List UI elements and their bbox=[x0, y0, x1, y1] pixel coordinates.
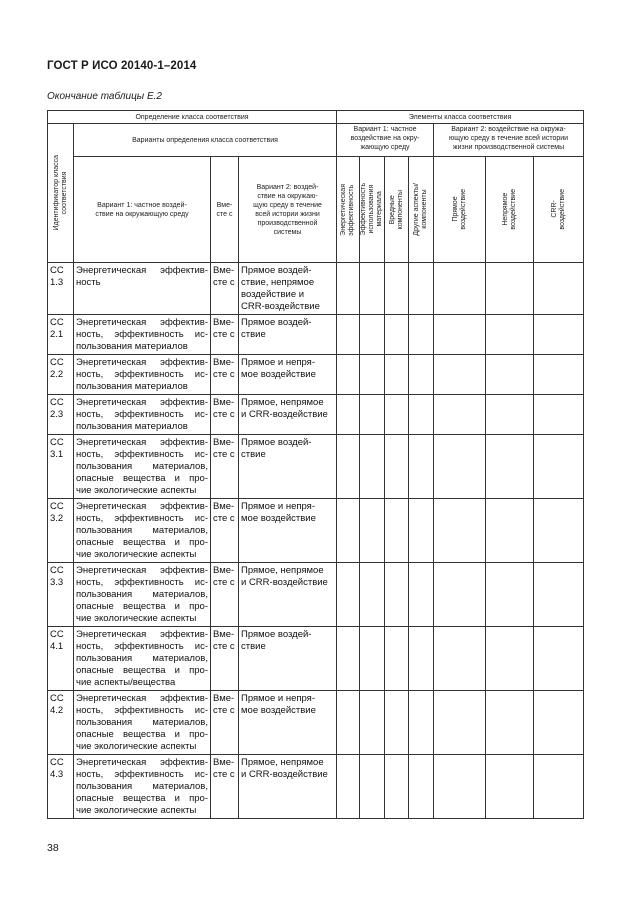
code-line: 2.1 bbox=[50, 329, 64, 340]
cell-desc bbox=[74, 755, 211, 819]
cell-with bbox=[211, 263, 239, 315]
desc-line: Энергетическая эффектив- bbox=[76, 693, 208, 704]
with-line: сте с bbox=[213, 409, 235, 420]
cell-with bbox=[211, 563, 239, 627]
empty-cell bbox=[409, 627, 434, 691]
code-line: CC bbox=[50, 565, 64, 576]
cell-with bbox=[211, 355, 239, 395]
cell-with bbox=[211, 691, 239, 755]
desc-line: пользования материалов, bbox=[76, 781, 208, 792]
v2-line: мое воздействие bbox=[241, 705, 316, 716]
cell-code bbox=[48, 627, 74, 691]
cell-desc bbox=[74, 355, 211, 395]
with-line: сте с bbox=[213, 277, 235, 288]
desc-line: пользования материалов, bbox=[76, 461, 208, 472]
with-line: сте с bbox=[213, 769, 235, 780]
cell-code bbox=[48, 395, 74, 435]
code-line: 1.3 bbox=[50, 277, 64, 288]
table-row bbox=[48, 435, 584, 499]
header-row-3 bbox=[48, 157, 584, 263]
v2-line: Прямое, непрямое bbox=[241, 565, 324, 576]
empty-cell bbox=[409, 315, 434, 355]
empty-cell bbox=[534, 395, 584, 435]
header-elem-v2-col-wrap bbox=[434, 158, 485, 262]
table-row bbox=[48, 627, 584, 691]
cell-v2 bbox=[239, 755, 337, 819]
desc-line: Энергетическая эффектив- bbox=[76, 437, 208, 448]
cell-desc bbox=[74, 627, 211, 691]
cell-with bbox=[211, 499, 239, 563]
cell-code bbox=[48, 355, 74, 395]
table-body bbox=[48, 111, 584, 819]
header-elem-v1-col-label: Эффективность использования материала bbox=[360, 183, 384, 236]
code-line: CC bbox=[50, 397, 64, 408]
code-line: CC bbox=[50, 357, 64, 368]
header-group-definition: Определение класса соответствия bbox=[48, 111, 337, 124]
desc-line: опасные вещества и про- bbox=[76, 793, 208, 804]
cell-code bbox=[48, 315, 74, 355]
empty-cell bbox=[337, 627, 360, 691]
cell-code bbox=[48, 499, 74, 563]
with-line: Вме- bbox=[213, 501, 235, 512]
cell-desc bbox=[74, 315, 211, 355]
header-elem-v1-col-label: Вредные компоненты bbox=[388, 189, 404, 230]
v2-line: Прямое и непря- bbox=[241, 693, 315, 704]
cell-code bbox=[48, 691, 74, 755]
code-line: 4.2 bbox=[50, 705, 64, 716]
empty-cell bbox=[360, 499, 385, 563]
header-elem-v2-col-1 bbox=[434, 157, 486, 263]
desc-line: ность, эффективность ис- bbox=[76, 513, 208, 524]
header-elem-v1-col-4 bbox=[409, 157, 434, 263]
desc-line: ность, эффективность ис- bbox=[76, 705, 208, 716]
empty-cell bbox=[360, 563, 385, 627]
with-line: сте с bbox=[213, 449, 235, 460]
cell-desc bbox=[74, 691, 211, 755]
code-line: CC bbox=[50, 757, 64, 768]
with-line: Вме- bbox=[213, 757, 235, 768]
with-line: Вме- bbox=[213, 357, 235, 368]
v2-line: ствие bbox=[241, 449, 266, 460]
with-line: Вме- bbox=[213, 629, 235, 640]
empty-cell bbox=[385, 755, 409, 819]
header-elem-v1-col-wrap bbox=[337, 158, 359, 262]
table-row bbox=[48, 315, 584, 355]
empty-cell bbox=[409, 263, 434, 315]
desc-line: опасные вещества и про- bbox=[76, 729, 208, 740]
cell-desc bbox=[74, 563, 211, 627]
empty-cell bbox=[534, 315, 584, 355]
desc-line: Энергетическая эффектив- bbox=[76, 757, 208, 768]
cell-with bbox=[211, 315, 239, 355]
empty-cell bbox=[486, 563, 534, 627]
empty-cell bbox=[409, 563, 434, 627]
empty-cell bbox=[385, 395, 409, 435]
cell-desc bbox=[74, 395, 211, 435]
desc-line: опасные вещества и про- bbox=[76, 665, 208, 676]
header-elem-v2-col-wrap bbox=[486, 158, 533, 262]
empty-cell bbox=[360, 395, 385, 435]
empty-cell bbox=[409, 499, 434, 563]
desc-line: чие экологические аспекты bbox=[76, 549, 197, 560]
table-row bbox=[48, 563, 584, 627]
with-line: Вме- bbox=[213, 317, 235, 328]
desc-line: Энергетическая эффектив- bbox=[76, 397, 208, 408]
desc-line: опасные вещества и про- bbox=[76, 601, 208, 612]
empty-cell bbox=[434, 355, 486, 395]
desc-line: чие аспекты/вещества bbox=[76, 677, 176, 688]
code-line: CC bbox=[50, 437, 64, 448]
empty-cell bbox=[486, 395, 534, 435]
desc-line: Энергетическая эффектив- bbox=[76, 317, 208, 328]
header-elem-v1-col-2 bbox=[360, 157, 385, 263]
cell-v2 bbox=[239, 691, 337, 755]
desc-line: ность, эффективность ис- bbox=[76, 329, 208, 340]
cell-with bbox=[211, 627, 239, 691]
desc-line: пользования материалов bbox=[76, 381, 188, 392]
v2-line: Прямое воздей- bbox=[241, 265, 312, 276]
with-line: сте с bbox=[213, 705, 235, 716]
document-title: ГОСТ Р ИСО 20140-1–2014 bbox=[47, 60, 197, 72]
header-variant2: Вариант 2: воздей- ствие на окружаю- щую среду в течение всей истории жизни производственной системы bbox=[239, 157, 337, 263]
code-line: 2.2 bbox=[50, 369, 64, 380]
desc-line: ность, эффективность ис- bbox=[76, 409, 208, 420]
cell-v2 bbox=[239, 395, 337, 435]
header-elem-v2-col-2 bbox=[486, 157, 534, 263]
desc-line: опасные вещества и про- bbox=[76, 537, 208, 548]
desc-line: чие экологические аспекты bbox=[76, 741, 197, 752]
header-elem-v2-col-label: Прямое воздействие bbox=[451, 189, 467, 230]
empty-cell bbox=[434, 315, 486, 355]
empty-cell bbox=[409, 691, 434, 755]
code-line: 2.3 bbox=[50, 409, 64, 420]
code-line: 4.3 bbox=[50, 769, 64, 780]
empty-cell bbox=[385, 263, 409, 315]
empty-cell bbox=[486, 263, 534, 315]
desc-line: Энергетическая эффектив- bbox=[76, 357, 208, 368]
code-line: CC bbox=[50, 693, 64, 704]
header-elem-v1-col-wrap bbox=[360, 158, 384, 262]
empty-cell bbox=[337, 315, 360, 355]
empty-cell bbox=[385, 499, 409, 563]
header-group-elements: Элементы класса соответствия bbox=[337, 111, 584, 124]
empty-cell bbox=[337, 755, 360, 819]
empty-cell bbox=[385, 355, 409, 395]
desc-line: пользования материалов, bbox=[76, 525, 208, 536]
with-line: сте с bbox=[213, 369, 235, 380]
cell-v2 bbox=[239, 435, 337, 499]
desc-line: ность, эффективность ис- bbox=[76, 577, 208, 588]
empty-cell bbox=[385, 691, 409, 755]
v2-line: ствие, непрямое bbox=[241, 277, 315, 288]
cell-with bbox=[211, 395, 239, 435]
header-elements-variant2: Вариант 2: воздействие на окружа- ющую среду в течение всей истории жизни производственной системы bbox=[434, 124, 584, 157]
code-line: 4.1 bbox=[50, 641, 64, 652]
with-line: сте с bbox=[213, 641, 235, 652]
table-row bbox=[48, 263, 584, 315]
header-variants-title: Варианты определения класса соответствия bbox=[74, 124, 337, 157]
cell-code bbox=[48, 435, 74, 499]
header-elem-v1-col-1 bbox=[337, 157, 360, 263]
v2-line: и CRR-воздействие bbox=[241, 769, 328, 780]
with-line: сте с bbox=[213, 329, 235, 340]
cell-v2 bbox=[239, 627, 337, 691]
empty-cell bbox=[409, 355, 434, 395]
with-line: Вме- bbox=[213, 265, 235, 276]
cell-v2 bbox=[239, 563, 337, 627]
empty-cell bbox=[486, 627, 534, 691]
empty-cell bbox=[360, 755, 385, 819]
desc-line: пользования материалов, bbox=[76, 653, 208, 664]
cell-v2 bbox=[239, 355, 337, 395]
code-line: CC bbox=[50, 317, 64, 328]
v2-line: мое воздействие bbox=[241, 369, 316, 380]
empty-cell bbox=[409, 395, 434, 435]
v2-line: и CRR-воздействие bbox=[241, 577, 328, 588]
empty-cell bbox=[337, 263, 360, 315]
desc-line: пользования материалов, bbox=[76, 589, 208, 600]
desc-line: Энергетическая эффектив- bbox=[76, 565, 208, 576]
empty-cell bbox=[534, 563, 584, 627]
empty-cell bbox=[434, 499, 486, 563]
empty-cell bbox=[337, 563, 360, 627]
with-line: сте с bbox=[213, 513, 235, 524]
empty-cell bbox=[534, 755, 584, 819]
desc-line: чие экологические аспекты bbox=[76, 485, 197, 496]
header-elements-variant1: Вариант 1: частное воздействие на окру- жающую среду bbox=[337, 124, 434, 157]
header-elem-v2-col-3 bbox=[534, 157, 584, 263]
empty-cell bbox=[486, 315, 534, 355]
cell-with bbox=[211, 755, 239, 819]
desc-line: чие экологические аспекты bbox=[76, 613, 197, 624]
empty-cell bbox=[486, 691, 534, 755]
with-line: Вме- bbox=[213, 397, 235, 408]
code-line: CC bbox=[50, 265, 64, 276]
with-line: сте с bbox=[213, 577, 235, 588]
with-line: Вме- bbox=[213, 693, 235, 704]
desc-line: Энергетическая эффектив- bbox=[76, 265, 208, 276]
empty-cell bbox=[385, 627, 409, 691]
v2-line: и CRR-воздействие bbox=[241, 409, 328, 420]
empty-cell bbox=[534, 263, 584, 315]
cell-desc bbox=[74, 435, 211, 499]
empty-cell bbox=[534, 435, 584, 499]
empty-cell bbox=[337, 355, 360, 395]
cell-with bbox=[211, 435, 239, 499]
header-elem-v1-col-wrap bbox=[385, 158, 408, 262]
empty-cell bbox=[337, 395, 360, 435]
header-row-2 bbox=[48, 124, 584, 157]
empty-cell bbox=[337, 435, 360, 499]
desc-line: ность, эффективность ис- bbox=[76, 641, 208, 652]
table-row bbox=[48, 355, 584, 395]
with-line: Вме- bbox=[213, 565, 235, 576]
empty-cell bbox=[360, 315, 385, 355]
v2-line: Прямое и непря- bbox=[241, 501, 315, 512]
with-line: Вме- bbox=[213, 437, 235, 448]
desc-line: пользования материалов, bbox=[76, 717, 208, 728]
v2-line: Прямое воздей- bbox=[241, 629, 312, 640]
header-id-text: Идентификатор класса соответствия bbox=[52, 155, 68, 231]
desc-line: чие экологические аспекты bbox=[76, 805, 197, 816]
table-caption: Окончание таблицы Е.2 bbox=[47, 91, 162, 102]
empty-cell bbox=[534, 355, 584, 395]
empty-cell bbox=[434, 691, 486, 755]
empty-cell bbox=[534, 499, 584, 563]
empty-cell bbox=[360, 627, 385, 691]
desc-line: пользования материалов bbox=[76, 421, 188, 432]
empty-cell bbox=[434, 395, 486, 435]
v2-line: Прямое воздей- bbox=[241, 317, 312, 328]
cell-code bbox=[48, 563, 74, 627]
desc-line: ность, эффективность ис- bbox=[76, 769, 208, 780]
empty-cell bbox=[434, 563, 486, 627]
v2-line: Прямое и непря- bbox=[241, 357, 315, 368]
cell-v2 bbox=[239, 499, 337, 563]
empty-cell bbox=[486, 435, 534, 499]
empty-cell bbox=[385, 315, 409, 355]
desc-line: ность bbox=[76, 277, 101, 288]
empty-cell bbox=[434, 435, 486, 499]
header-variant1: Вариант 1: частное воздей- ствие на окружающую среду bbox=[74, 157, 211, 263]
v2-line: мое воздействие bbox=[241, 513, 316, 524]
empty-cell bbox=[385, 563, 409, 627]
header-elem-v1-col-label: Другие аспекты/ компоненты bbox=[413, 183, 429, 236]
empty-cell bbox=[486, 355, 534, 395]
table-row bbox=[48, 691, 584, 755]
v2-line: воздействие и bbox=[241, 289, 305, 300]
header-elem-v1-col-3 bbox=[385, 157, 409, 263]
cell-code bbox=[48, 263, 74, 315]
empty-cell bbox=[534, 627, 584, 691]
empty-cell bbox=[337, 691, 360, 755]
v2-line: CRR-воздействие bbox=[241, 301, 320, 312]
header-row-1 bbox=[48, 111, 584, 124]
empty-cell bbox=[337, 499, 360, 563]
code-line: 3.2 bbox=[50, 513, 64, 524]
header-id-column bbox=[48, 124, 74, 263]
header-elem-v2-col-label: CRR- воздействие bbox=[550, 189, 566, 230]
header-together: Вме- сте с bbox=[211, 157, 239, 263]
v2-line: Прямое, непрямое bbox=[241, 757, 324, 768]
empty-cell bbox=[409, 435, 434, 499]
empty-cell bbox=[385, 435, 409, 499]
cell-desc bbox=[74, 499, 211, 563]
empty-cell bbox=[360, 355, 385, 395]
table-row bbox=[48, 395, 584, 435]
desc-line: Энергетическая эффектив- bbox=[76, 501, 208, 512]
empty-cell bbox=[534, 691, 584, 755]
empty-cell bbox=[360, 263, 385, 315]
desc-line: опасные вещества и про- bbox=[76, 473, 208, 484]
empty-cell bbox=[486, 499, 534, 563]
code-line: 3.1 bbox=[50, 449, 64, 460]
table-row bbox=[48, 755, 584, 819]
cell-v2 bbox=[239, 315, 337, 355]
code-line: 3.3 bbox=[50, 577, 64, 588]
desc-line: ность, эффективность ис- bbox=[76, 369, 208, 380]
header-elem-v2-col-label: Непрямое воздействие bbox=[501, 189, 517, 230]
page-number: 38 bbox=[47, 842, 59, 854]
code-line: CC bbox=[50, 629, 64, 640]
classification-table bbox=[47, 110, 584, 819]
desc-line: пользования материалов bbox=[76, 341, 188, 352]
empty-cell bbox=[360, 691, 385, 755]
table-row bbox=[48, 499, 584, 563]
cell-code bbox=[48, 755, 74, 819]
desc-line: ность, эффективность ис- bbox=[76, 449, 208, 460]
desc-line: Энергетическая эффектив- bbox=[76, 629, 208, 640]
empty-cell bbox=[360, 435, 385, 499]
v2-line: Прямое воздей- bbox=[241, 437, 312, 448]
v2-line: Прямое, непрямое bbox=[241, 397, 324, 408]
empty-cell bbox=[409, 755, 434, 819]
code-line: CC bbox=[50, 501, 64, 512]
cell-v2 bbox=[239, 263, 337, 315]
v2-line: ствие bbox=[241, 641, 266, 652]
empty-cell bbox=[434, 263, 486, 315]
empty-cell bbox=[434, 755, 486, 819]
header-elem-v1-col-wrap bbox=[409, 158, 433, 262]
v2-line: ствие bbox=[241, 329, 266, 340]
header-elem-v1-col-label: Энергетическая эффективность bbox=[340, 183, 356, 236]
cell-desc bbox=[74, 263, 211, 315]
header-elem-v2-col-wrap bbox=[534, 158, 583, 262]
empty-cell bbox=[486, 755, 534, 819]
empty-cell bbox=[434, 627, 486, 691]
